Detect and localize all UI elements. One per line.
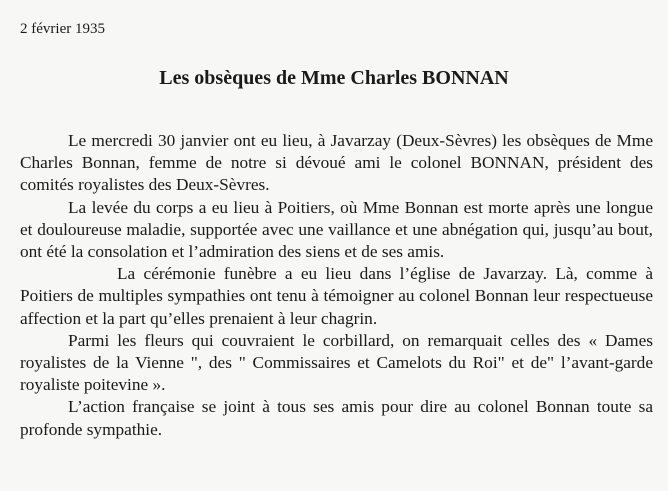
paragraph: La cérémonie funèbre a eu lieu dans l’église de Javarzay. Là, comme à Poitiers de multiples sympathies ont tenu à témoigner au colonel Bonnan leur respectueuse affection et la part qu’elles prenaient à leur chagrin. — [20, 264, 653, 328]
paragraph: Le mercredi 30 janvier ont eu lieu, à Javarzay (Deux-Sèvres) les obsèques de Mme Charles Bonnan, femme de notre si dévoué ami le colonel BONNAN, président des comités royalistes des Deux-Sèvres. — [20, 131, 653, 195]
document-date: 2 février 1935 — [20, 21, 105, 37]
paragraph: Parmi les fleurs qui couvraient le corbillard, on remarquait celles des « Dames royalistes de la Vienne ", des " Commissaires et Camelots du Roi" et de" l’avant-garde royaliste poitevine ». — [20, 330, 653, 395]
paragraph: L’action française se joint à tous ses amis pour dire au colonel Bonnan toute sa profonde sympathie. — [20, 397, 653, 439]
paragraph: La levée du corps a eu lieu à Poitiers, où Mme Bonnan est morte après une longue et douloureuse maladie, supportée avec une vaillance et une abnégation qui, jusqu’au bout, ont été la consolation et l’admiration des siens et de ses amis. — [20, 197, 653, 262]
document-title: Les obsèques de Mme Charles BONNAN — [159, 67, 509, 89]
article-body — [20, 130, 653, 441]
